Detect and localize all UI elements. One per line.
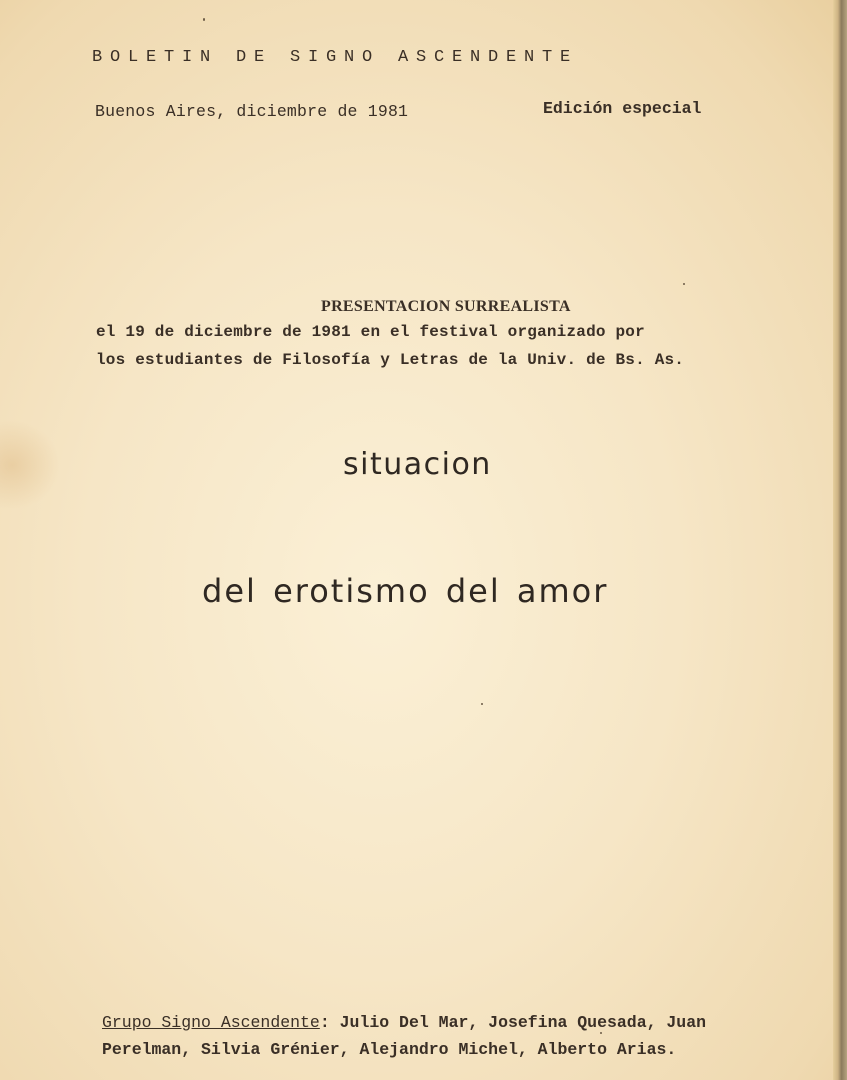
place-date: Buenos Aires, diciembre de 1981: [95, 102, 409, 121]
headline-line-2: del erotismo del amor: [202, 572, 609, 610]
paper-speck: [600, 1032, 602, 1034]
group-members-1: : Julio Del Mar, Josefina Quesada, Juan: [319, 1013, 707, 1032]
paper-speck: [203, 18, 205, 21]
presentation-line-1: el 19 de diciembre de 1981 en el festival organizado por: [96, 323, 645, 341]
group-credits-line-2: Perelman, Silvia Grénier, Alejandro Michel, Alberto Arias.: [102, 1040, 677, 1059]
paper-speck: [481, 703, 483, 705]
paper-speck: [683, 283, 685, 285]
group-name: Grupo Signo Ascendente: [102, 1013, 320, 1032]
edition-label: Edición especial: [543, 99, 702, 118]
headline-line-1: situacion: [343, 447, 492, 482]
bulletin-title: BOLETIN DE SIGNO ASCENDENTE: [92, 48, 579, 67]
presentation-title: PRESENTACION SURREALISTA: [321, 298, 571, 315]
paper-stain: [0, 420, 60, 510]
binding-edge: [833, 0, 847, 1080]
presentation-line-2: los estudiantes de Filosofía y Letras de la Univ. de Bs. As.: [96, 351, 685, 369]
group-credits-line-1: [102, 1013, 706, 1032]
